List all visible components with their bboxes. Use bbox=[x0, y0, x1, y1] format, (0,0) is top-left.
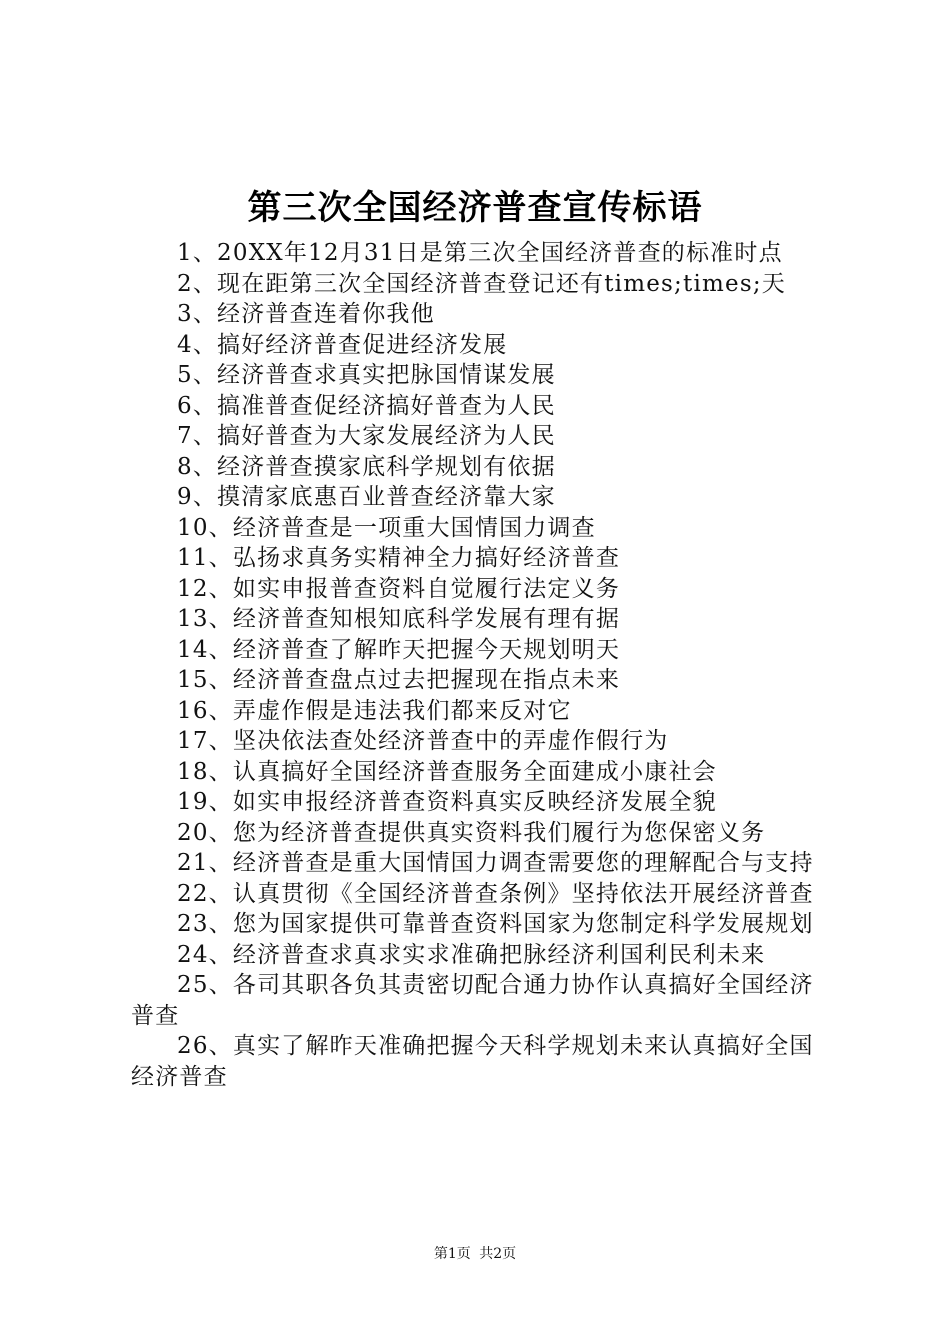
list-item: 16、弄虚作假是违法我们都来反对它 bbox=[177, 697, 572, 724]
list-item: 14、经济普查了解昨天把握今天规划明天 bbox=[177, 636, 621, 663]
page-footer bbox=[0, 1244, 950, 1264]
list-item: 18、认真搞好全国经济普查服务全面建成小康社会 bbox=[177, 758, 717, 785]
list-item: 3、经济普查连着你我他 bbox=[177, 301, 435, 327]
list-item: 1、20XX年12月31日是第三次全国经济普查的标准时点 bbox=[177, 240, 783, 266]
list-item: 13、经济普查知根知底科学发展有理有据 bbox=[177, 606, 621, 632]
list-item: 9、摸清家底惠百业普查经济靠大家 bbox=[177, 484, 556, 510]
list-item: 5、经济普查求真实把脉国情谋发展 bbox=[177, 362, 556, 388]
list-item: 10、经济普查是一项重大国情国力调查 bbox=[177, 514, 596, 541]
list-item: 23、您为国家提供可靠普查资料国家为您制定科学发展规划 bbox=[177, 911, 814, 937]
list-item: 15、经济普查盘点过去把握现在指点未来 bbox=[177, 667, 621, 693]
slogan-list bbox=[131, 238, 831, 1092]
page-title: 第三次全国经济普查宣传标语 bbox=[247, 188, 703, 228]
list-item: 22、认真贯彻《全国经济普查条例》坚持依法开展经济普查 bbox=[177, 880, 814, 907]
list-item: 12、如实申报普查资料自觉履行法定义务 bbox=[177, 575, 621, 602]
list-item: 19、如实申报经济普查资料真实反映经济发展全貌 bbox=[177, 789, 717, 815]
list-item: 4、搞好经济普查促进经济发展 bbox=[177, 331, 508, 358]
list-item: 21、经济普查是重大国情国力调查需要您的理解配合与支持 bbox=[177, 850, 814, 876]
page-number: 第1页 bbox=[433, 1246, 471, 1262]
list-item: 2、现在距第三次全国经济普查登记还有times;times;天 bbox=[177, 270, 786, 297]
list-item: 24、经济普查求真求实求准确把脉经济利国利民利未来 bbox=[177, 941, 766, 968]
list-item: 20、您为经济普查提供真实资料我们履行为您保密义务 bbox=[177, 819, 766, 846]
list-item: 8、经济普查摸家底科学规划有依据 bbox=[177, 453, 556, 480]
list-item: 11、弘扬求真务实精神全力搞好经济普查 bbox=[177, 545, 621, 571]
page-total: 共2页 bbox=[479, 1246, 517, 1262]
list-item: 26、真实了解昨天准确把握今天科学规划未来认真搞好全国经济普查 bbox=[131, 1033, 814, 1090]
list-item: 25、各司其职各负其责密切配合通力协作认真搞好全国经济普查 bbox=[131, 972, 814, 1029]
list-item: 7、搞好普查为大家发展经济为人民 bbox=[177, 423, 556, 449]
list-item: 6、搞准普查促经济搞好普查为人民 bbox=[177, 392, 556, 419]
list-item: 17、坚决依法查处经济普查中的弄虚作假行为 bbox=[177, 728, 669, 754]
